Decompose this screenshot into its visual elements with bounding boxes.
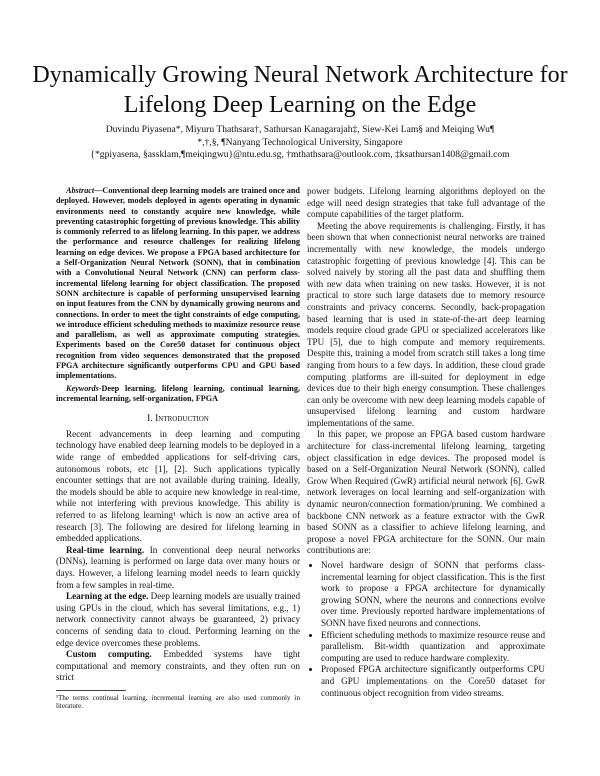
abstract-text: Conventional deep learning models are trained once and deployed. However, models deployed in agents operating in dynamic environments need to constantly acquire new knowledge, while preventing catastrophic forgetting of previous knowledge. This ability is commonly referred to as lifelong learning. In this paper, we address the performance and resource challenges for realizing lifelong learning on edge devices. We propose a FPGA based architecture for a Self-Organization Neural Network (SONN), that in combination with a Convolutional Neural Network (CNN) can perform class-incremental lifelong learning for object classification. The proposed SONN architecture is capable of performing unsupervised learning on input features from the CNN by dynamically growing neurons and connections. In order to meet the tight constraints of edge computing, we introduce efficient scheduling methods to maximize resource reuse and parallelism, as well as approximate computing strategies. Experiments based on the Core50 dataset for continuous object recognition from video sequences demonstrated that the proposed FPGA architecture significantly outperforms CPU and GPU based implementations. bbox=[56, 186, 300, 381]
continued-paragraph: power budgets. Lifelong learning algorithms deployed on the edge will need design strategies that take full advantage of the compute capabilities of the target platform. bbox=[307, 186, 545, 220]
affiliation-line: *,†,§, ¶Nanyang Technological University, Singapore bbox=[197, 136, 403, 148]
paragraph-lead: Learning at the edge. bbox=[66, 591, 149, 602]
paragraph-lead: Custom computing. bbox=[66, 649, 152, 660]
real-time-learning-paragraph bbox=[56, 545, 300, 591]
footnote-rule bbox=[56, 690, 126, 691]
keywords-text: Deep learning, lifelong learning, continual learning, incremental learning, self-organization, FPGA bbox=[56, 383, 300, 403]
author-block bbox=[20, 124, 580, 162]
contribution-item: • Novel hardware design of SONN that performs class-incremental learning for object classification. This is the first work to propose a FPGA architecture for dynamically growing SONN, where the neurons and connections evolve over time. Previously reported hardware implementations of SONN have fixed neurons and connections. bbox=[321, 560, 545, 630]
section-heading-introduction: I. Introduction bbox=[147, 413, 209, 425]
challenges-paragraph: Meeting the above requirements is challenging. Firstly, it has been shown that when connectionist neural networks are trained incrementally with new knowledge, the models undergo catastrophic forgetting of previous knowledge [4]. This can be solved naively by storing all the past data and shuffling them with new data when training on new tasks. However, it is not practical to store such large datasets due to memory resource constraints and privacy concerns. Secondly, back-propagation based learning that is used in state-of-the-art deep learning models require cloud grade GPU or specialized accelerators like TPU [5], due to high compute and memory requirements. Despite this, training a model from scratch still takes a long time ranging from hours to a few days. In addition, these cloud grade computing platforms are ill-suited for deployment in edge devices due to their high energy consumption. These challenges can only be overcome with new deep learning models capable of unsupervised lifelong learning and custom hardware implementations of the same. bbox=[307, 220, 545, 428]
left-column bbox=[56, 186, 300, 711]
paragraph-lead: Real-time learning. bbox=[66, 544, 145, 555]
right-column bbox=[307, 186, 545, 699]
custom-computing-paragraph bbox=[56, 649, 300, 684]
abstract-label: Abstract— bbox=[66, 186, 103, 195]
authors-line: Duvindu Piyasena*, Miyuru Thathsara†, Sathursan Kanagarajah‡, Siew-Kei Lam§ and Meiqing Wu¶ bbox=[105, 124, 495, 135]
paragraph-text: Embedded systems have tight computational and memory constraints, and they often run on strict bbox=[56, 649, 301, 683]
emails-line: {*gpiyasena, §assklam,¶meiqingwu}@ntu.edu.sg, †mthathsara@outlook.com, ‡ksathursan1408@gmail.com bbox=[90, 149, 510, 161]
contribution-item: • Efficient scheduling methods to maximize resource reuse and parallelism. Bit-width quantization and approximate computing are used to reduce hardware complexity. bbox=[321, 630, 545, 665]
paragraph-text: Deep learning models are usually trained using GPUs in the cloud, which has several limitations, e.g., 1) network connectivity cannot always be guaranteed, 2) privacy concerns of sending data to cloud. Performing learning on the edge device overcomes these problems. bbox=[56, 591, 300, 648]
edge-learning-paragraph bbox=[56, 591, 300, 649]
keywords bbox=[56, 384, 300, 405]
abstract bbox=[56, 186, 300, 382]
paragraph-text: In conventional deep neural networks (DNNs), learning is performed on large data over many hours or days. However, a lifelong learning model needs to learn quickly from a few samples in real-time. bbox=[56, 544, 300, 590]
paper-title: Dynamically Growing Neural Network Architecture for Lifelong Deep Learning on the Edge bbox=[32, 62, 568, 118]
keywords-label: Keywords- bbox=[66, 383, 102, 393]
proposal-paragraph: In this paper, we propose an FPGA based custom hardware architecture for class-incremental lifelong learning, targeting object classification in edge devices. The proposed model is based on a Self-Organization Neural Network (SONN), called Grow When Required (GwR) artificial neural network [6]. GwR network leverages on local learning and self-organization with dynamic neuron/connection formation/pruning. We combined a backbone CNN network as a feature extractor with the GwR based SONN as a classifier to achieve lifelong learning, and propose a novel FPGA architecture for the SONN. Our main contributions are: bbox=[307, 429, 545, 556]
contributions-list bbox=[307, 560, 545, 699]
intro-paragraph: Recent advancements in deep learning and computing technology have enabled deep learning models to be deployed in a wide range of embedded applications for self-driving cars, autonomous robots, etc [1], [2]. Such applications typically encounter settings that are not available during training. Ideally, the models should be able to acquire new knowledge in real-time, while not interfering with previous knowledge. This ability is referred to as lifelong learning¹ which is now an active area of research [3]. The following are desired for lifelong learning in embedded applications. bbox=[56, 428, 300, 544]
contribution-item: • Proposed FPGA architecture significantly outperforms CPU and GPU implementations on the Core50 dataset for continuous object recognition from video streams. bbox=[321, 664, 545, 699]
footnote: ¹The terms continual learning, incremental learning are also used commonly in literature. bbox=[56, 693, 300, 711]
